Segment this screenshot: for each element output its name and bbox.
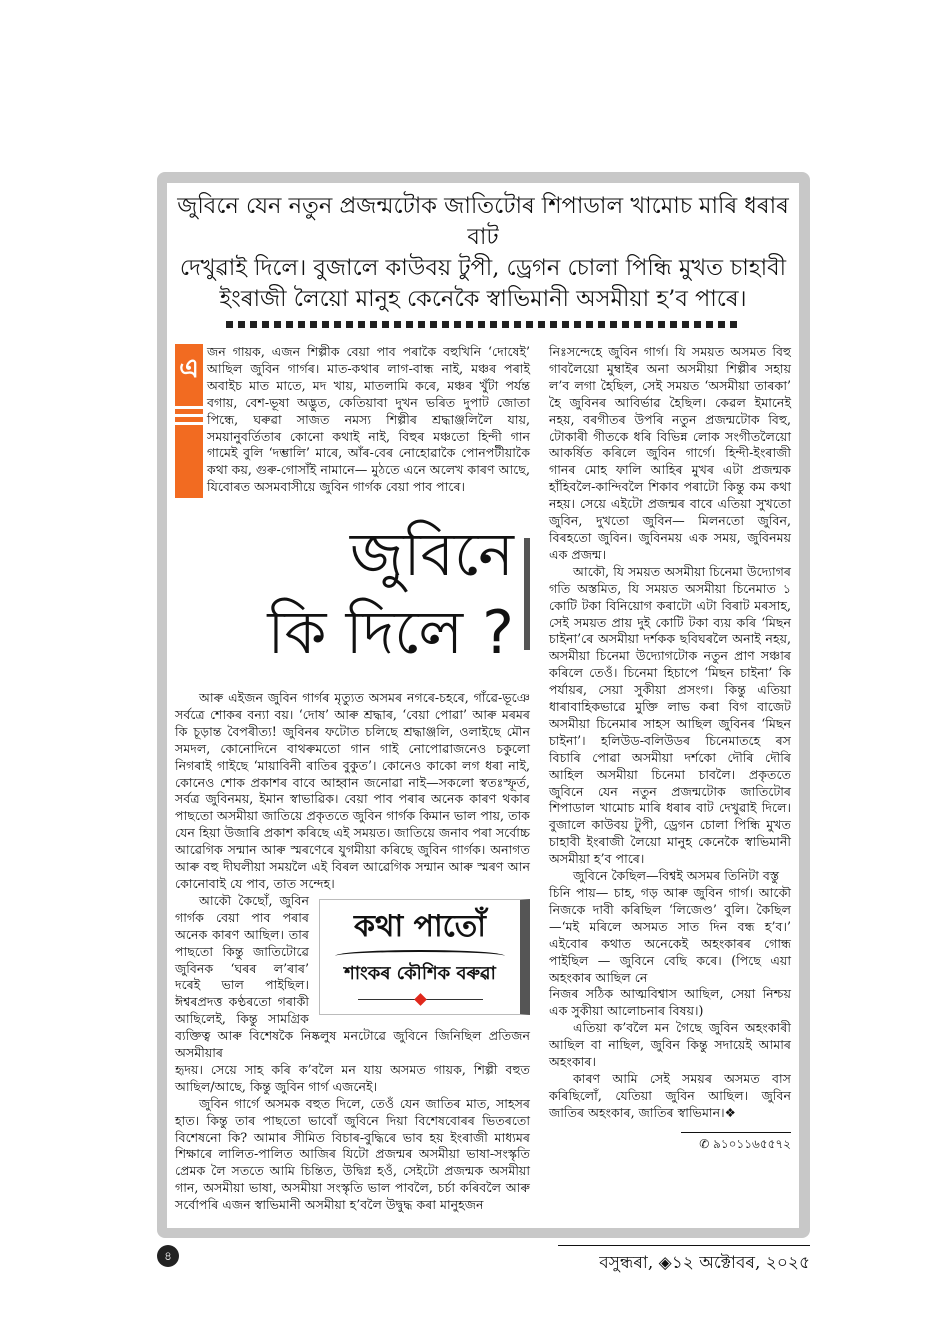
paragraph: আকৌ, যি সময়ত অসমীয়া চিনেমা উদ্যোগৰ গতি অস্তমিত, যি সময়ত অসমীয়া চিনেমাত ১ কোটি টকা বিনিয়োগ কৰাটো এটা বিৰাট মৰসাহ, সেই সময়ত প্ৰায় দুই কোটি টকা ব্যয় কৰি ‘মিছন চাইনা’ৰে অসমীয়া দৰ্শকক ছবিঘৰলৈ অনাই নহয়, অসমীয়া চিনেমা উদ্যোগটোক নতুন প্ৰাণ সঞ্চাৰ কৰিলে তেওঁ। চিনেমা হিচাপে ‘মিছন চাইনা’ কি পৰ্যায়ৰ, সেয়া সুকীয়া প্ৰসংগ। কিন্তু এতিয়া ধাৰাবাহিকভাৱে মুক্তি লাভ কৰা বিগ বাজেট অসমীয়া চিনেমাৰ সাহস আছিল জুবিনৰ ‘মিছন চাইনা’। হলিউড-বলিউডৰ চিনেমাতহে ৰস বিচাৰি পোৱা অসমীয়া দৰ্শকো দৌৰি দৌৰি আহিল অসমীয়া চিনেমা চাবলৈ। প্ৰকৃততে জুবিনে যেন নতুন প্ৰজন্মটোক জাতিটোৰ শিপাডাল খামোচ মাৰি ধৰাৰ বাট দেখুৱাই দিলে। বুজালে কাউবয় টুপী, ড্ৰেগন চোলা পিন্ধি মুখত চাহাবী ইংৰাজী লৈয়ো মানুহ কেনেকৈ স্বাভিমানী অসমীয়া হ’ব পাৰে।	[549, 563, 791, 867]
paragraph: নিজৰ সঠিক আত্মবিশ্বাস আছিল, সেয়া নিশ্চয় এক সুকীয়া আলোচনাৰ বিষয়।)	[549, 986, 791, 1019]
title-line: জুবিনে	[349, 520, 514, 590]
article-title-wrap	[175, 516, 530, 672]
author-name: শাংকৰ কৌশিক বৰুৱা	[344, 962, 496, 984]
page-wrap	[157, 172, 810, 1278]
article-columns	[175, 344, 791, 1214]
drop-cap	[175, 344, 203, 498]
paragraph: জুবিনে কৈছিল—বিশ্বই অসমৰ তিনিটা বস্তু	[573, 868, 779, 884]
right-body	[549, 344, 791, 1122]
page-number: ৪	[157, 1245, 179, 1267]
paragraph: এতিয়া ক’বলৈ মন গৈছে জুবিন অহংকাৰী আছিল বা নাছিল, জুবিন কিন্তু সদায়েই আমাৰ অহংকাৰ।	[549, 1020, 791, 1070]
footer-row	[157, 1245, 810, 1278]
title-line: কি দিলে ?	[267, 598, 514, 668]
right-column	[549, 344, 791, 1156]
headline-line: ইংৰাজী লৈয়ো মানুহ কেনেকৈ স্বাভিমানী অসমীয়া হ’ব পাৰে।	[219, 286, 747, 312]
paragraph: হৃদয়। সেয়ে সাহ কৰি ক’বলৈ মন যায় অসমত গায়ক, শিল্পী বহুত আছিল/আছে, কিন্তু জুবিন গাৰ্গ এজনেই।	[175, 1061, 530, 1094]
headline-line: দেখুৱাই দিলে। বুজালে কাউবয় টুপী, ড্ৰেগন চোলা পিন্ধি মুখত চাহাবী	[179, 255, 787, 281]
title-bar	[524, 538, 530, 650]
article-frame	[157, 172, 810, 1238]
paragraph: জুবিন গাৰ্গে অসমক বহুত দিলে, তেওঁ যেন জাতিৰ মাত, সাহসৰ হাত। কিন্তু তাৰ পাছতো ভাবোঁ জুবিনে দিয়া বিশেষবোৰৰ ভিতৰতো বিশেষনো কি? আমাৰ সীমিত বিচাৰ-বুদ্ধিৰে ভাব হয় ইংৰাজী মাধ্যমৰ শিক্ষাৰে লালিত-পালিত আজিৰ যিটো প্ৰজন্মৰ অসমীয়া ভাষা-সংস্কৃতি প্ৰেমক লৈ সততে আমি চিন্তিত, উদ্বিগ্ন হওঁ, সেইটো প্ৰজন্মক অসমীয়া গান, অসমীয়া ভাষা, অসমীয়া সংস্কৃতি ভাল পাবলৈ, চৰ্চা কৰিবলৈ আৰু সৰ্বোপৰি এজন স্বাভিমানী অসমীয়া হ’বলৈ উদ্বুদ্ধ কৰা মানুহজন	[175, 1095, 530, 1213]
drop-cap-stripe	[175, 406, 203, 409]
paragraph: আকৌ কৈছোঁ, জুবিন গাৰ্গক বেয়া পাব পৰাৰ অনেক কাৰণ আছিল। তাৰ পাছতো কিন্তু জাতিটোৱে জুবিনক ‘ঘৰৰ ল’ৰাৰ’ দৰেই ভাল পাইছিল। ঈশ্বৰপ্ৰদত্ত কণ্ঠৰতো গৰাকী আছিলেই, কিন্তু সামগ্ৰিক ব্যক্তিত্ব আৰু বিশেষকৈ নিষ্কলুষ মনটোৱে জুবিনে জিনিছিল প্ৰতিজন অসমীয়াৰ	[175, 892, 530, 1061]
column-logo-box	[319, 899, 530, 1015]
drop-cap-stripe	[175, 422, 203, 425]
intro-paragraph: জন গায়ক, এজন শিল্পীক বেয়া পাব পৰাকৈ বহুখিনি ‘দোষেই’ আছিল জুবিন গাৰ্গৰ। মাত-কথাৰ লাগ-বান্ধ নাই, মঞ্চৰ পৰাই অবাইচ মাত মাতে, মদ খায়, মাতলামি কৰে, মঞ্চৰ খুঁটা পৰ্যন্ত বগায়, বেশ-ভূষা অদ্ভুত, কেতিয়াবা দুখন ভৰিত দুপাট জোতা পিন্ধে, ঘৰুৱা সাজত নমস্য শিল্পীৰ শ্ৰদ্ধাঞ্জলিলৈ যায়, সময়ানুবৰ্তিতাৰ কোনো কথাই নাই, বিহুৰ মঞ্চতো হিন্দী গান গামেই বুলি ‘দম্ভালি’ মাৰে, আঁৰ-বেৰ নোহোৱাকৈ পোনপটীয়াকৈ কথা কয়, গুৰু-গোসাঁই নামানে— মুঠতে এনে অলেখ কাৰণ আছে, যিবোৰত অসমবাসীয়ে জুবিন গাৰ্গক বেয়া পাব পাৰে।	[207, 344, 530, 495]
paragraph: আৰু এইজন জুবিন গাৰ্গৰ মৃত্যুত অসমৰ নগৰে-চহৰে, গাঁৱে-ভূঞে সৰ্বত্ৰে শোকৰ বন্যা বয়। ‘দোষ’ আৰু শ্ৰদ্ধাৰ, ‘বেয়া পোৱা’ আৰু মৰমৰ কি চূড়ান্ত বৈপৰীত্য! জুবিনৰ ফটোত চলিছে শ্ৰদ্ধাঞ্জলি, ওলাইছে মৌন সমদল, কোনোদিনে বাথৰুমতো গান গাই নোপোৱাজনেও চকুলো নিগৰাই গাইছে ‘মায়াবিনী ৰাতিৰ বুকুত’। কোনেও কাকো লগ ধৰা নাই, কোনেও শোক প্ৰকাশৰ বাবে আহ্বান জনোৱা নাই—সকলো স্বতঃস্ফূৰ্ত, সৰ্বত্ৰ জুবিনময়, ইমান স্বাভাৱিক। বেয়া পাব পৰাৰ অনেক কাৰণ থকাৰ পাছতো অসমীয়া জাতিয়ে প্ৰকৃততে জুবিন গাৰ্গক কিমান ভাল পায়, তাক যেন হিয়া উজাৰি প্ৰকাশ কৰিছে এই সময়ত। জাতিয়ে জনাব পৰা সৰ্বোচ্চ আৱেগিক সন্মান আৰু স্মৰণেৰে যুগমীয়া কৰিছে জুবিন গাৰ্গক। অনাগত আৰু বহু দীঘলীয়া সময়লৈ এই বিৰল আৱেগিক সন্মান আৰু স্মৰণ আন কোনোবাই যে পাব, তাত সন্দেহ।	[175, 690, 530, 891]
left-body-2	[175, 893, 530, 1214]
intro-text	[207, 344, 530, 498]
box-rule-wrap	[358, 994, 483, 1004]
article-title	[267, 516, 514, 672]
paragraph: নিঃসন্দেহে জুবিন গাৰ্গ। যি সময়ত অসমত বিহু গাবলৈয়ো মুম্বাইৰ অনা অসমীয়া শিল্পীৰ সহায় ল’ব লগা হৈছিল, সেই সময়ত ‘অসমীয়া তাৰকা’ হৈ জুবিনৰ আবিৰ্ভাৱ হৈছিল। কেৱল ইমানেই নহয়, বৰগীতৰ উপৰি নতুন প্ৰজন্মটোক বিহু, টোকাৰী গীতকে ধৰি বিভিন্ন লোক সংগীতলৈয়ো আকৰ্ষিত কৰিলে জুবিন গাৰ্গে। হিন্দী-ইংৰাজী গানৰ মোহ ফালি আহিৰ মুখৰ এটা প্ৰজন্মক হাঁহিবলৈ-কান্দিবলৈ শিকাব পৰাটো কিন্তু কম কথা নহয়। সেয়ে এইটো প্ৰজন্মৰ বাবে এতিয়া সুখতো জুবিন, দুখতো জুবিন— মিলনতো জুবিন, বিৰহতো জুবিন। জুবিনময় এক সময়, জুবিনময় এক প্ৰজন্ম।	[549, 344, 791, 562]
article-panel	[167, 183, 799, 1228]
paragraph: কাৰণ আমি সেই সময়ৰ অসমত বাস কৰিছিলোঁ, যেতিয়া জুবিন আছিল। জুবিন জাতিৰ অহংকাৰ, জাতিৰ স্বাভিমান।❖	[549, 1070, 791, 1120]
author-phone: ✆ ৯১০১১৬৫৫৭২	[681, 1132, 791, 1156]
swoosh	[335, 950, 505, 962]
paragraph: চিনি পায়— চাহ, গড় আৰু জুবিন গাৰ্গ। আকৌ নিজকে দাবী কৰিছিল ‘লিজেণ্ড’ বুলি। কৈছিল—‘মই মৰিলে অসমত সাত দিন বন্ধ হ’ব।’ এইবোৰ কথাত অনেকেই অহংকাৰৰ গোন্ধ পাইছিল — জুবিনে বেছি কৰে। (পিছে এয়া অহংকাৰ আছিল নে	[549, 885, 791, 985]
drop-cap-letter: এ	[179, 354, 199, 384]
headline-line: জুবিনে যেন নতুন প্ৰজন্মটোক জাতিটোৰ শিপাডাল খামোচ মাৰি ধৰাৰ বাট	[177, 193, 789, 250]
footer-masthead: বসুন্ধৰা, ◈১২ অক্টোবৰ, ২০২৫	[558, 1245, 810, 1278]
headline	[175, 191, 791, 315]
left-column	[175, 344, 530, 1214]
left-body-1	[175, 690, 530, 893]
diamond-icon	[414, 993, 427, 1006]
intro-block	[175, 344, 530, 498]
column-name: কথা পাতোঁ	[354, 908, 486, 944]
drop-cap-stripe	[175, 414, 203, 417]
dotted-divider	[226, 321, 741, 328]
